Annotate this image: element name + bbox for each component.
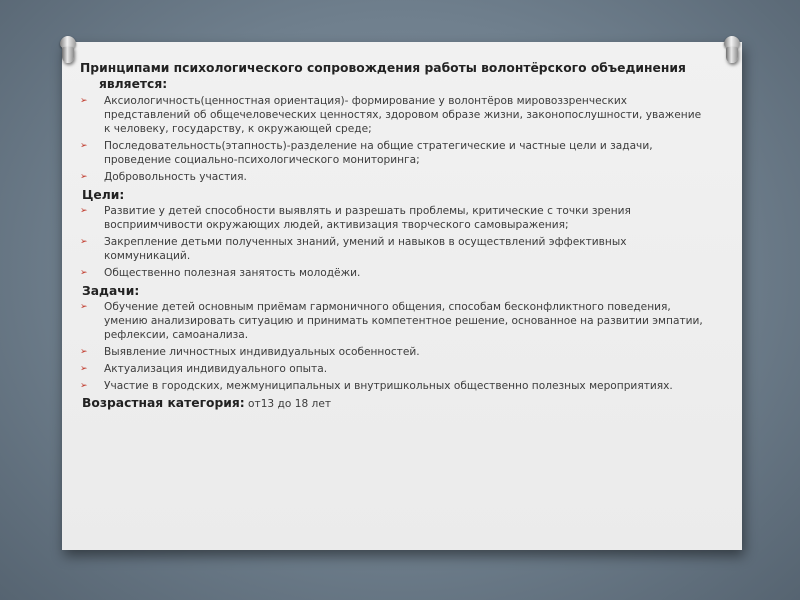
list-item: ➢ Развитие у детей способности выявлять и разрешать проблемы, критические с точки зрения восприимчивости окружающих людей, активизация творческого самовыражения; (80, 205, 631, 231)
list-item: ➢ Выявление личностных индивидуальных особенностей. (80, 346, 420, 358)
arrow-bullet-icon: ➢ (80, 237, 88, 247)
list-item: ➢ Актуализация индивидуального опыта. (80, 363, 328, 375)
goals-list (80, 204, 710, 280)
list-item: ➢ Общественно полезная занятость молодёжи. (80, 267, 361, 279)
arrow-bullet-icon: ➢ (80, 268, 88, 278)
age-category (80, 396, 710, 411)
age-category-value: от13 до 18 лет (244, 398, 332, 410)
principles-list (80, 94, 710, 184)
arrow-bullet-icon: ➢ (80, 141, 88, 151)
arrow-bullet-icon: ➢ (80, 364, 88, 374)
goals-heading: Цели: (82, 188, 125, 202)
arrow-bullet-icon: ➢ (80, 206, 88, 216)
list-item: ➢ Участие в городских, межмуниципальных и внутришкольных общественно полезных мероприятиях. (80, 380, 673, 392)
intro-heading (80, 60, 710, 92)
arrow-bullet-icon: ➢ (80, 96, 88, 106)
list-item: ➢ Обучение детей основным приёмам гармоничного общения, способам бесконфликтного поведения, умению анализировать ситуацию и принимать компетентное решение, основанное на развитии эмпатии, рефлексии, самоанализа. (80, 301, 703, 341)
arrow-bullet-icon: ➢ (80, 172, 88, 182)
arrow-bullet-icon: ➢ (80, 381, 88, 391)
arrow-bullet-icon: ➢ (80, 302, 88, 312)
pushpin-right-icon (722, 36, 742, 64)
tasks-list (80, 300, 710, 393)
list-item: ➢ Закрепление детьми полученных знаний, умений и навыков в осуществлений эффективных коммуникаций. (80, 236, 627, 262)
intro-heading-line2: является: (99, 77, 168, 91)
slide-content (80, 60, 710, 411)
list-item: ➢ Добровольность участия. (80, 171, 247, 183)
tasks-heading: Задачи: (82, 284, 140, 298)
pushpin-left-icon (58, 36, 78, 64)
list-item: ➢ Аксиологичность(ценностная ориентация)- формирование у волонтёров мировоззренческих представлений об общечеловеческих ценностях, здоровом образе жизни, законопослушности, уважение к человеку, государству, к окружающей среде; (80, 95, 702, 135)
age-category-label: Возрастная категория: (82, 396, 245, 410)
list-item: ➢ Последовательность(этапность)-разделение на общие стратегические и частные цели и задачи, проведение социально-психологического мониторинга; (80, 140, 653, 166)
arrow-bullet-icon: ➢ (80, 347, 88, 357)
intro-heading-line1: Принципами психологического сопровождения работы волонтёрского объединения (80, 61, 686, 75)
